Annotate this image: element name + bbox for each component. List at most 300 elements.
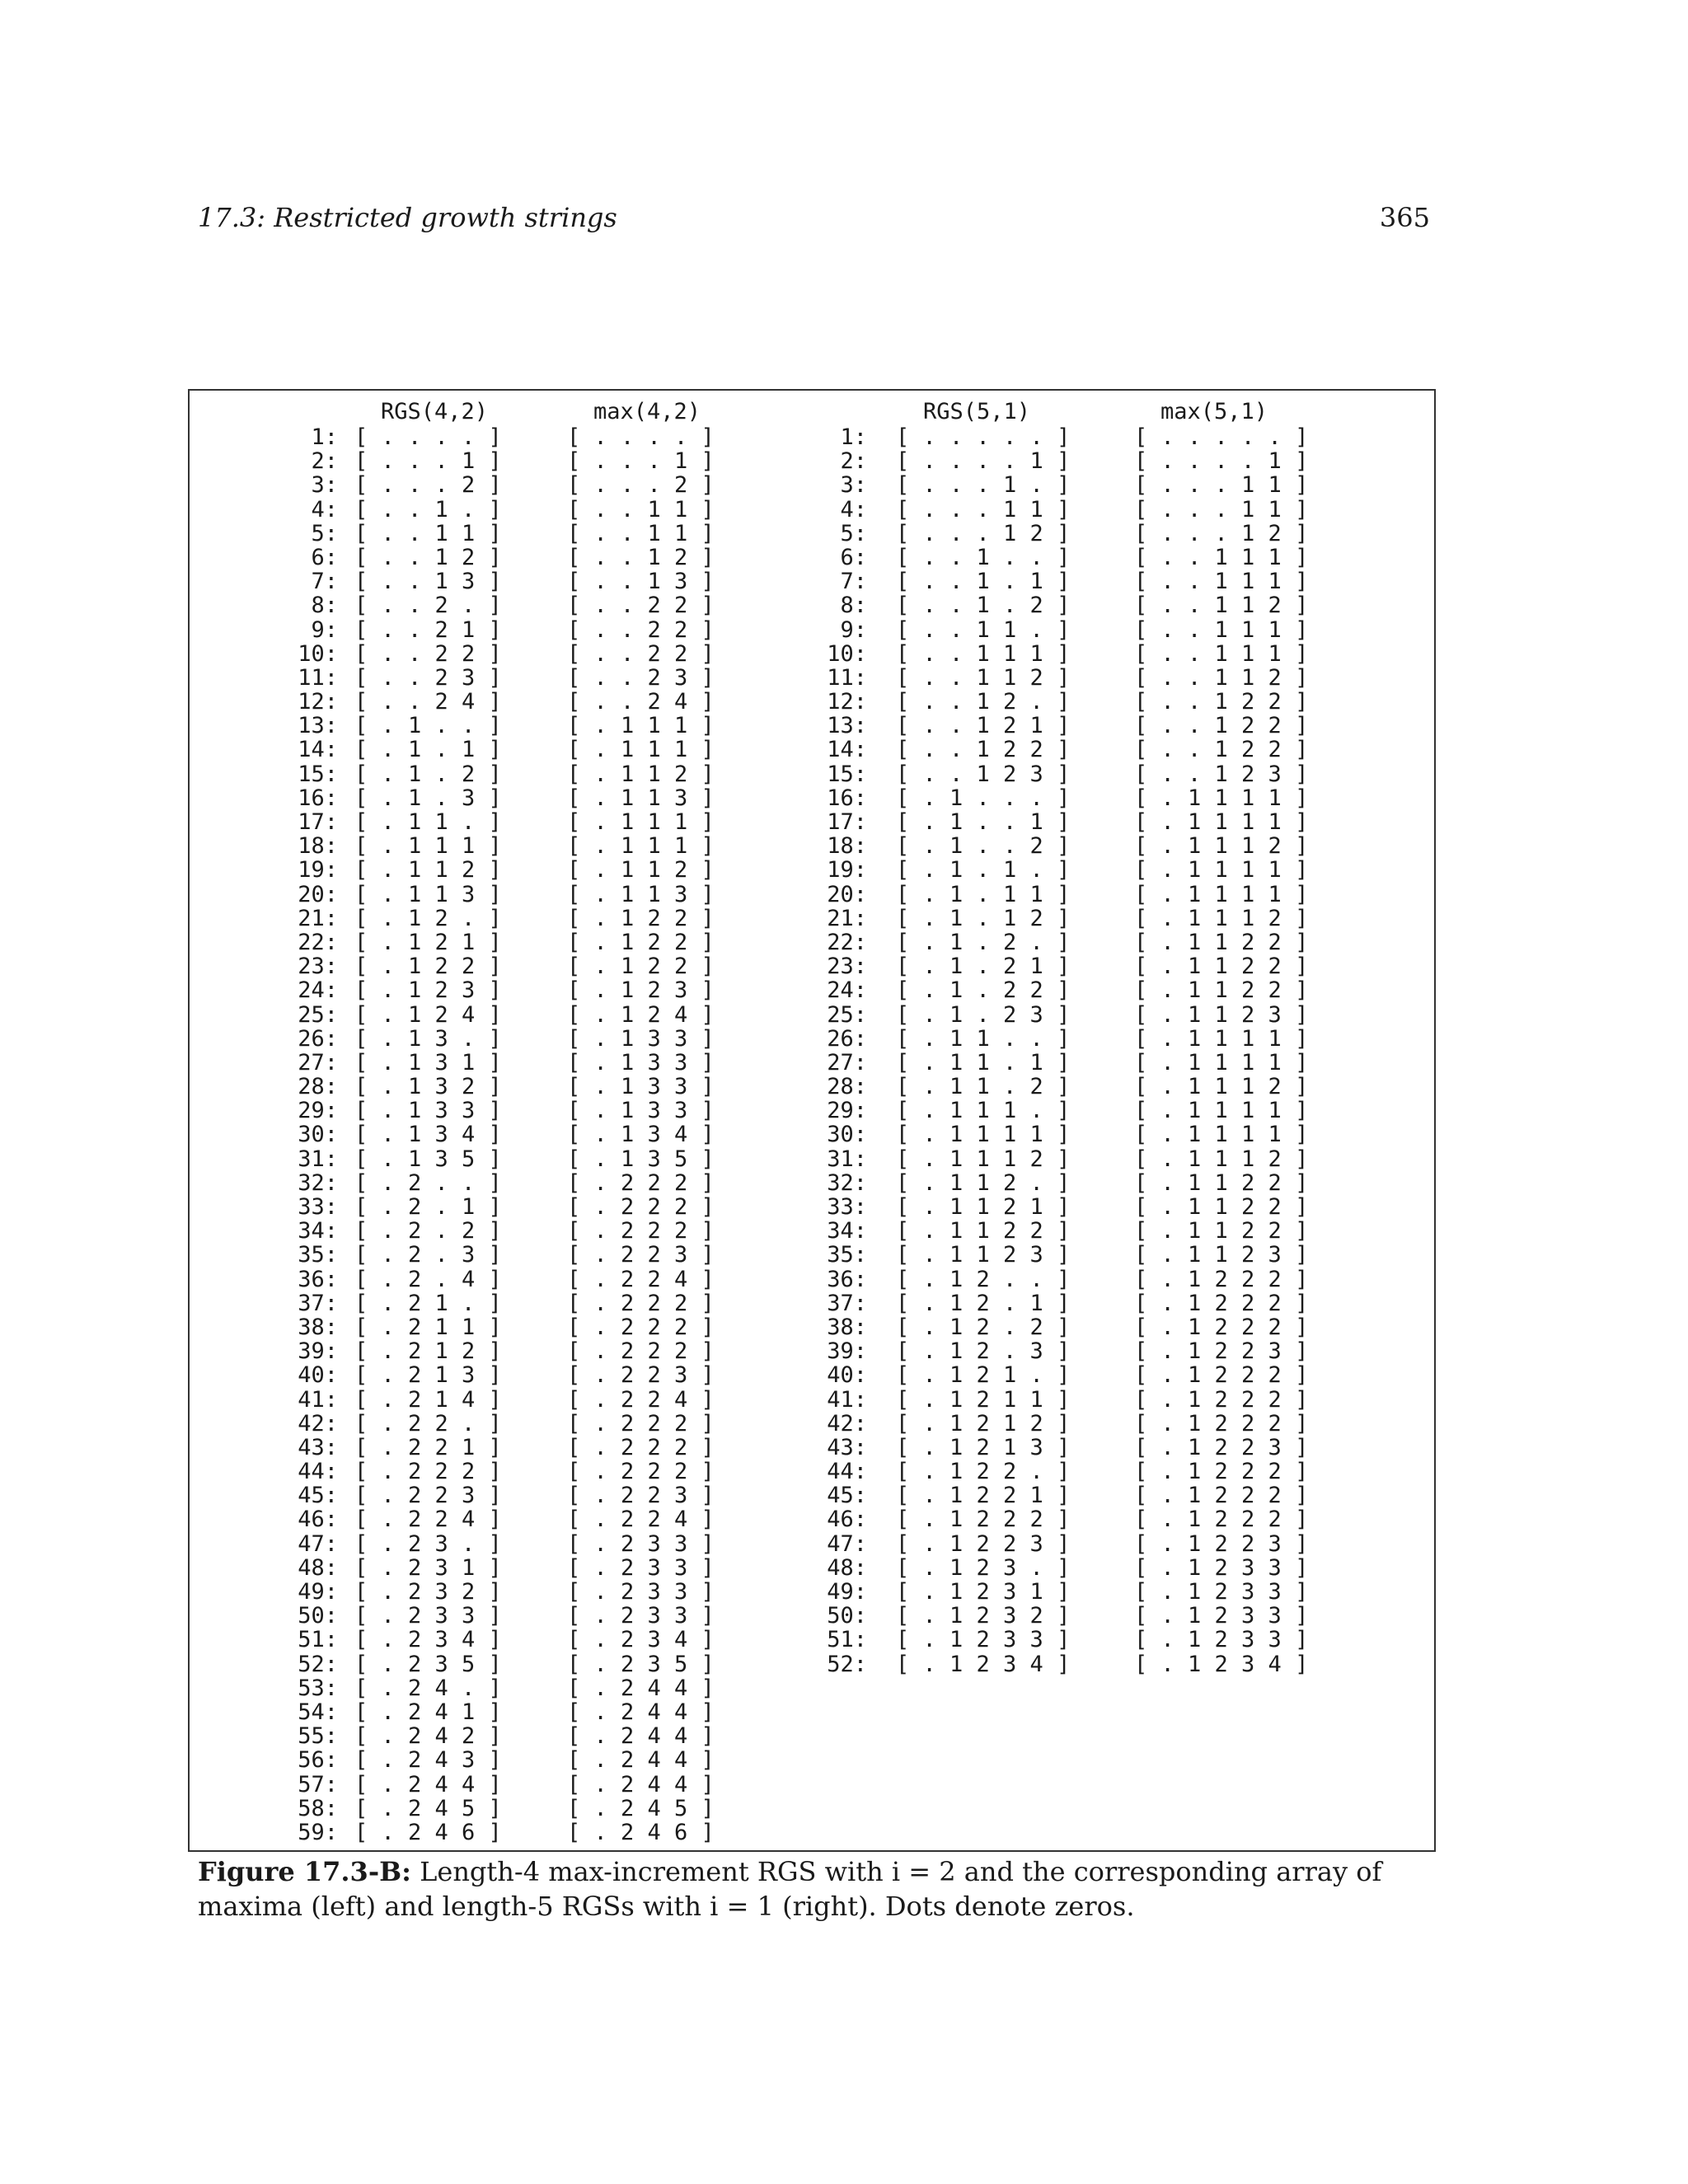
rgs-row: [ . . 2 . ] bbox=[354, 593, 502, 619]
rgs-row: [ . 1 1 2 3 ] bbox=[896, 1242, 1071, 1268]
max-row: [ . 1 2 2 2 ] bbox=[1134, 1386, 1309, 1413]
max-row: [ . 2 2 3 ] bbox=[567, 1483, 715, 1509]
rgs-row: [ . 1 2 2 . ] bbox=[896, 1459, 1071, 1485]
rgs-row: [ . 2 1 1 ] bbox=[354, 1314, 502, 1340]
rgs-row: [ . 1 . . . ] bbox=[896, 785, 1071, 811]
rgs-row: [ . 2 3 2 ] bbox=[354, 1579, 502, 1605]
column-title-max-5-1: max(5,1) bbox=[1160, 399, 1268, 424]
max-row: [ . 1 2 4 ] bbox=[567, 1001, 715, 1028]
row-index: 16: bbox=[298, 785, 338, 811]
rgs-row: [ . 1 3 1 ] bbox=[354, 1049, 502, 1076]
max-row: [ . 1 1 1 ] bbox=[567, 737, 715, 763]
rgs-row: [ . 2 4 3 ] bbox=[354, 1747, 502, 1774]
row-index: 28: bbox=[827, 1074, 867, 1100]
row-index: 30: bbox=[827, 1122, 867, 1148]
rgs-row: [ . 1 2 1 ] bbox=[354, 929, 502, 955]
max-row: [ . 2 4 4 ] bbox=[567, 1747, 715, 1774]
rgs-row: [ . 1 . 2 1 ] bbox=[896, 954, 1071, 980]
rgs-row: [ . 1 1 2 ] bbox=[354, 857, 502, 883]
rgs-row: [ . 1 1 3 ] bbox=[354, 881, 502, 907]
rgs-row: [ . . 2 1 ] bbox=[354, 616, 502, 643]
row-index: 26: bbox=[298, 1025, 338, 1052]
max-row: [ . 2 4 4 ] bbox=[567, 1699, 715, 1725]
left-max-column bbox=[567, 425, 715, 1844]
max-row: [ . 1 2 2 2 ] bbox=[1134, 1410, 1309, 1436]
max-row: [ . 1 2 2 3 ] bbox=[1134, 1338, 1309, 1365]
max-row: [ . 1 2 2 2 ] bbox=[1134, 1507, 1309, 1533]
rgs-row: [ . 1 . 1 2 ] bbox=[896, 905, 1071, 931]
row-index: 45: bbox=[298, 1483, 338, 1509]
row-index: 27: bbox=[298, 1049, 338, 1076]
row-index: 1: bbox=[311, 424, 338, 450]
max-row: [ . 1 2 3 3 ] bbox=[1134, 1603, 1309, 1629]
row-index: 12: bbox=[827, 689, 867, 715]
rgs-row: [ . 1 . 1 . ] bbox=[896, 857, 1071, 883]
rgs-row: [ . 1 . 2 . ] bbox=[896, 929, 1071, 955]
max-row: [ . 2 3 3 ] bbox=[567, 1554, 715, 1581]
rgs-row: [ . . 2 2 ] bbox=[354, 640, 502, 667]
right-max-column bbox=[1134, 425, 1308, 1676]
row-index: 51: bbox=[827, 1627, 867, 1653]
max-row: [ . 1 3 4 ] bbox=[567, 1122, 715, 1148]
figure-caption bbox=[198, 1854, 1434, 1924]
max-row: [ . 1 2 2 2 ] bbox=[1134, 1483, 1309, 1509]
max-row: [ . . 1 1 ] bbox=[567, 496, 715, 523]
row-index: 32: bbox=[827, 1169, 867, 1196]
row-index: 6: bbox=[840, 544, 867, 570]
rgs-row: [ . 2 1 . ] bbox=[354, 1290, 502, 1316]
row-index: 50: bbox=[827, 1603, 867, 1629]
max-row: [ . 2 3 4 ] bbox=[567, 1627, 715, 1653]
rgs-row: [ . 1 . . 1 ] bbox=[896, 809, 1071, 835]
max-row: [ . 2 4 4 ] bbox=[567, 1675, 715, 1701]
max-row: [ . 2 3 3 ] bbox=[567, 1579, 715, 1605]
row-index: 43: bbox=[298, 1434, 338, 1460]
max-row: [ . 1 3 3 ] bbox=[567, 1025, 715, 1052]
max-row: [ . . 1 1 ] bbox=[567, 520, 715, 546]
rgs-row: [ . 1 . 1 1 ] bbox=[896, 881, 1071, 907]
max-row: [ . . . 1 ] bbox=[567, 448, 715, 475]
max-row: [ . 1 2 2 3 ] bbox=[1134, 1530, 1309, 1557]
row-index: 31: bbox=[827, 1146, 867, 1172]
rgs-row: [ . 1 . 1 ] bbox=[354, 737, 502, 763]
row-index: 2: bbox=[311, 448, 338, 475]
rgs-row: [ . 2 4 1 ] bbox=[354, 1699, 502, 1725]
rgs-row: [ . 1 3 5 ] bbox=[354, 1146, 502, 1172]
max-row: [ . . 1 3 ] bbox=[567, 569, 715, 595]
rgs-row: [ . 1 2 3 ] bbox=[354, 977, 502, 1004]
row-index: 18: bbox=[827, 833, 867, 860]
rgs-row: [ . 2 4 2 ] bbox=[354, 1723, 502, 1750]
rgs-row: [ . 2 4 5 ] bbox=[354, 1795, 502, 1821]
row-index: 24: bbox=[298, 977, 338, 1004]
row-index: 28: bbox=[298, 1074, 338, 1100]
max-row: [ . 1 1 1 1 ] bbox=[1134, 881, 1309, 907]
row-index: 39: bbox=[298, 1338, 338, 1365]
max-row: [ . 1 1 1 1 ] bbox=[1134, 1098, 1309, 1124]
max-row: [ . 2 3 3 ] bbox=[567, 1530, 715, 1557]
row-index: 26: bbox=[827, 1025, 867, 1052]
rgs-row: [ . 1 . 2 3 ] bbox=[896, 1001, 1071, 1028]
max-row: [ . . . 1 1 ] bbox=[1134, 496, 1309, 523]
row-index: 56: bbox=[298, 1747, 338, 1774]
max-row: [ . 2 3 5 ] bbox=[567, 1651, 715, 1677]
row-index: 41: bbox=[827, 1386, 867, 1413]
row-index: 7: bbox=[311, 569, 338, 595]
max-row: [ . . 1 1 1 ] bbox=[1134, 640, 1309, 667]
rgs-row: [ . 1 1 1 1 ] bbox=[896, 1122, 1071, 1148]
row-index: 59: bbox=[298, 1819, 338, 1845]
row-index: 9: bbox=[840, 616, 867, 643]
row-index: 14: bbox=[298, 737, 338, 763]
max-row: [ . 1 1 3 ] bbox=[567, 785, 715, 811]
max-row: [ . 1 3 3 ] bbox=[567, 1074, 715, 1100]
rgs-row: [ . 1 2 . . ] bbox=[896, 1266, 1071, 1292]
rgs-row: [ . . 1 1 ] bbox=[354, 520, 502, 546]
column-title-max-4-2: max(4,2) bbox=[593, 399, 701, 424]
rgs-row: [ . 1 2 3 2 ] bbox=[896, 1603, 1071, 1629]
row-index: 34: bbox=[827, 1218, 867, 1244]
max-row: [ . 1 1 1 2 ] bbox=[1134, 833, 1309, 860]
row-index: 51: bbox=[298, 1627, 338, 1653]
max-row: [ . 2 2 3 ] bbox=[567, 1362, 715, 1389]
row-index: 32: bbox=[298, 1169, 338, 1196]
row-index: 29: bbox=[827, 1098, 867, 1124]
max-row: [ . 2 2 2 ] bbox=[567, 1194, 715, 1220]
rgs-row: [ . . 1 . . ] bbox=[896, 544, 1071, 570]
rgs-row: [ . . . 1 ] bbox=[354, 448, 502, 475]
max-row: [ . 1 3 5 ] bbox=[567, 1146, 715, 1172]
max-row: [ . 1 1 2 3 ] bbox=[1134, 1001, 1309, 1028]
left-rgs-column bbox=[354, 425, 502, 1844]
max-row: [ . 2 2 4 ] bbox=[567, 1507, 715, 1533]
max-row: [ . 2 2 2 ] bbox=[567, 1410, 715, 1436]
rgs-row: [ . 1 . . 2 ] bbox=[896, 833, 1071, 860]
row-index: 42: bbox=[298, 1410, 338, 1436]
row-index: 17: bbox=[827, 809, 867, 835]
rgs-row: [ . . 1 2 3 ] bbox=[896, 761, 1071, 787]
max-row: [ . 1 1 1 1 ] bbox=[1134, 857, 1309, 883]
max-row: [ . 1 1 1 1 ] bbox=[1134, 1025, 1309, 1052]
page-number: 365 bbox=[1379, 202, 1430, 233]
rgs-row: [ . . 2 4 ] bbox=[354, 689, 502, 715]
row-index: 5: bbox=[311, 520, 338, 546]
max-row: [ . 1 1 1 ] bbox=[567, 833, 715, 860]
max-row: [ . 2 2 4 ] bbox=[567, 1386, 715, 1413]
row-index: 20: bbox=[827, 881, 867, 907]
rgs-row: [ . 1 1 2 1 ] bbox=[896, 1194, 1071, 1220]
max-row: [ . 1 1 2 2 ] bbox=[1134, 977, 1309, 1004]
row-index: 48: bbox=[298, 1554, 338, 1581]
max-row: [ . . 1 1 1 ] bbox=[1134, 544, 1309, 570]
row-index: 1: bbox=[840, 424, 867, 450]
max-row: [ . 1 1 1 1 ] bbox=[1134, 1049, 1309, 1076]
rgs-row: [ . 2 3 . ] bbox=[354, 1530, 502, 1557]
rgs-row: [ . 1 . 2 ] bbox=[354, 761, 502, 787]
max-row: [ . 1 1 1 2 ] bbox=[1134, 1074, 1309, 1100]
rgs-row: [ . 1 3 3 ] bbox=[354, 1098, 502, 1124]
row-index: 33: bbox=[827, 1194, 867, 1220]
rgs-row: [ . . 1 1 1 ] bbox=[896, 640, 1071, 667]
rgs-row: [ . 1 1 2 . ] bbox=[896, 1169, 1071, 1196]
rgs-row: [ . 2 1 2 ] bbox=[354, 1338, 502, 1365]
max-row: [ . 1 1 1 1 ] bbox=[1134, 809, 1309, 835]
rgs-row: [ . . . 2 ] bbox=[354, 472, 502, 499]
rgs-row: [ . 1 2 3 . ] bbox=[896, 1554, 1071, 1581]
row-index: 18: bbox=[298, 833, 338, 860]
row-index: 49: bbox=[298, 1579, 338, 1605]
rgs-row: [ . . . . ] bbox=[354, 424, 502, 450]
rgs-row: [ . . 1 2 1 ] bbox=[896, 713, 1071, 739]
rgs-row: [ . . . . 1 ] bbox=[896, 448, 1071, 475]
max-row: [ . . 1 2 ] bbox=[567, 544, 715, 570]
max-row: [ . 1 2 3 ] bbox=[567, 977, 715, 1004]
row-index: 35: bbox=[827, 1242, 867, 1268]
row-index: 20: bbox=[298, 881, 338, 907]
row-index: 34: bbox=[298, 1218, 338, 1244]
row-index: 36: bbox=[298, 1266, 338, 1292]
max-row: [ . 2 2 2 ] bbox=[567, 1459, 715, 1485]
rgs-row: [ . 1 1 1 ] bbox=[354, 833, 502, 860]
rgs-row: [ . 1 1 2 2 ] bbox=[896, 1218, 1071, 1244]
row-index: 9: bbox=[311, 616, 338, 643]
row-index: 43: bbox=[827, 1434, 867, 1460]
rgs-row: [ . 1 3 4 ] bbox=[354, 1122, 502, 1148]
row-index: 22: bbox=[827, 929, 867, 955]
max-row: [ . . 2 2 ] bbox=[567, 593, 715, 619]
max-row: [ . 1 2 2 2 ] bbox=[1134, 1459, 1309, 1485]
max-row: [ . 1 1 1 ] bbox=[567, 713, 715, 739]
max-row: [ . . 1 2 2 ] bbox=[1134, 713, 1309, 739]
rgs-row: [ . 1 2 . 3 ] bbox=[896, 1338, 1071, 1365]
row-index: 46: bbox=[298, 1507, 338, 1533]
max-row: [ . 2 4 5 ] bbox=[567, 1795, 715, 1821]
rgs-row: [ . 1 2 2 2 ] bbox=[896, 1507, 1071, 1533]
right-index-column bbox=[767, 425, 867, 1676]
rgs-row: [ . 1 2 1 2 ] bbox=[896, 1410, 1071, 1436]
max-row: [ . . 2 2 ] bbox=[567, 616, 715, 643]
rgs-row: [ . 2 . 1 ] bbox=[354, 1194, 502, 1220]
row-index: 44: bbox=[298, 1459, 338, 1485]
row-index: 38: bbox=[827, 1314, 867, 1340]
row-index: 35: bbox=[298, 1242, 338, 1268]
row-index: 14: bbox=[827, 737, 867, 763]
row-index: 58: bbox=[298, 1795, 338, 1821]
rgs-row: [ . 1 2 1 . ] bbox=[896, 1362, 1071, 1389]
max-row: [ . 1 1 1 2 ] bbox=[1134, 905, 1309, 931]
rgs-row: [ . 2 3 1 ] bbox=[354, 1554, 502, 1581]
row-index: 52: bbox=[298, 1651, 338, 1677]
rgs-row: [ . 1 . . ] bbox=[354, 713, 502, 739]
max-row: [ . 1 1 1 ] bbox=[567, 809, 715, 835]
rgs-row: [ . 1 2 2 ] bbox=[354, 954, 502, 980]
row-index: 13: bbox=[298, 713, 338, 739]
row-index: 47: bbox=[827, 1530, 867, 1557]
row-index: 3: bbox=[840, 472, 867, 499]
max-row: [ . 2 2 2 ] bbox=[567, 1169, 715, 1196]
row-index: 33: bbox=[298, 1194, 338, 1220]
max-row: [ . 2 2 2 ] bbox=[567, 1314, 715, 1340]
rgs-row: [ . 2 . 4 ] bbox=[354, 1266, 502, 1292]
max-row: [ . . 1 1 1 ] bbox=[1134, 569, 1309, 595]
row-index: 19: bbox=[298, 857, 338, 883]
rgs-row: [ . 1 2 3 1 ] bbox=[896, 1579, 1071, 1605]
rgs-row: [ . . 1 . 2 ] bbox=[896, 593, 1071, 619]
max-row: [ . . 1 2 2 ] bbox=[1134, 737, 1309, 763]
row-index: 8: bbox=[840, 593, 867, 619]
column-title-rgs-5-1: RGS(5,1) bbox=[923, 399, 1031, 424]
left-index-column bbox=[231, 425, 338, 1844]
row-index: 15: bbox=[298, 761, 338, 787]
max-row: [ . 1 1 1 1 ] bbox=[1134, 785, 1309, 811]
max-row: [ . 1 2 2 ] bbox=[567, 905, 715, 931]
rgs-row: [ . . 1 2 ] bbox=[354, 544, 502, 570]
row-index: 16: bbox=[827, 785, 867, 811]
row-index: 25: bbox=[298, 1001, 338, 1028]
max-row: [ . 1 1 2 ] bbox=[567, 761, 715, 787]
row-index: 36: bbox=[827, 1266, 867, 1292]
max-row: [ . 2 4 6 ] bbox=[567, 1819, 715, 1845]
rgs-row: [ . 1 2 . 2 ] bbox=[896, 1314, 1071, 1340]
row-index: 10: bbox=[827, 640, 867, 667]
rgs-row: [ . 2 2 1 ] bbox=[354, 1434, 502, 1460]
max-row: [ . . . . . ] bbox=[1134, 424, 1309, 450]
max-row: [ . 1 2 2 2 ] bbox=[1134, 1362, 1309, 1389]
rgs-row: [ . . . 1 1 ] bbox=[896, 496, 1071, 523]
rgs-row: [ . 1 1 . ] bbox=[354, 809, 502, 835]
row-index: 49: bbox=[827, 1579, 867, 1605]
row-index: 11: bbox=[298, 664, 338, 691]
row-index: 30: bbox=[298, 1122, 338, 1148]
rgs-row: [ . 1 . 2 2 ] bbox=[896, 977, 1071, 1004]
max-row: [ . . 2 3 ] bbox=[567, 664, 715, 691]
max-row: [ . 2 3 3 ] bbox=[567, 1603, 715, 1629]
max-row: [ . 1 2 2 2 ] bbox=[1134, 1266, 1309, 1292]
max-row: [ . 1 1 2 2 ] bbox=[1134, 1194, 1309, 1220]
max-row: [ . . 2 4 ] bbox=[567, 689, 715, 715]
max-row: [ . 1 2 2 3 ] bbox=[1134, 1434, 1309, 1460]
max-row: [ . 1 1 2 2 ] bbox=[1134, 1218, 1309, 1244]
row-index: 50: bbox=[298, 1603, 338, 1629]
row-index: 21: bbox=[298, 905, 338, 931]
rgs-row: [ . 1 2 3 3 ] bbox=[896, 1627, 1071, 1653]
row-index: 4: bbox=[840, 496, 867, 523]
row-index: 47: bbox=[298, 1530, 338, 1557]
max-row: [ . 1 1 1 2 ] bbox=[1134, 1146, 1309, 1172]
rgs-row: [ . . . . . ] bbox=[896, 424, 1071, 450]
row-index: 40: bbox=[827, 1362, 867, 1389]
max-row: [ . 2 2 3 ] bbox=[567, 1242, 715, 1268]
rgs-row: [ . 2 3 5 ] bbox=[354, 1651, 502, 1677]
max-row: [ . 1 3 3 ] bbox=[567, 1098, 715, 1124]
rgs-row: [ . . 1 1 . ] bbox=[896, 616, 1071, 643]
row-index: 37: bbox=[827, 1290, 867, 1316]
rgs-row: [ . . 1 3 ] bbox=[354, 569, 502, 595]
row-index: 25: bbox=[827, 1001, 867, 1028]
rgs-row: [ . 1 . 3 ] bbox=[354, 785, 502, 811]
row-index: 10: bbox=[298, 640, 338, 667]
max-row: [ . 2 4 4 ] bbox=[567, 1723, 715, 1750]
max-row: [ . . . 1 2 ] bbox=[1134, 520, 1309, 546]
max-row: [ . 1 2 3 3 ] bbox=[1134, 1627, 1309, 1653]
max-row: [ . . 1 2 3 ] bbox=[1134, 761, 1309, 787]
rgs-row: [ . 2 2 4 ] bbox=[354, 1507, 502, 1533]
row-index: 37: bbox=[298, 1290, 338, 1316]
row-index: 53: bbox=[298, 1675, 338, 1701]
rgs-row: [ . 2 3 3 ] bbox=[354, 1603, 502, 1629]
row-index: 11: bbox=[827, 664, 867, 691]
max-row: [ . 1 1 2 2 ] bbox=[1134, 954, 1309, 980]
max-row: [ . 1 2 2 ] bbox=[567, 929, 715, 955]
row-index: 7: bbox=[840, 569, 867, 595]
max-row: [ . . 1 1 2 ] bbox=[1134, 664, 1309, 691]
rgs-row: [ . . . 1 2 ] bbox=[896, 520, 1071, 546]
caption-text: Length-4 max-increment RGS with i = 2 and the corresponding array of maxima (left) and length-5 RGSs with i = 1 (right). Dots denote zeros. bbox=[198, 1856, 1382, 1922]
rgs-row: [ . 1 2 1 3 ] bbox=[896, 1434, 1071, 1460]
row-index: 23: bbox=[827, 954, 867, 980]
max-row: [ . 2 2 2 ] bbox=[567, 1218, 715, 1244]
rgs-row: [ . 2 1 3 ] bbox=[354, 1362, 502, 1389]
caption-label: Figure 17.3-B: bbox=[198, 1856, 411, 1887]
max-row: [ . 1 2 2 2 ] bbox=[1134, 1314, 1309, 1340]
row-index: 21: bbox=[827, 905, 867, 931]
rgs-row: [ . 2 3 4 ] bbox=[354, 1627, 502, 1653]
row-index: 42: bbox=[827, 1410, 867, 1436]
rgs-row: [ . 1 1 1 . ] bbox=[896, 1098, 1071, 1124]
row-index: 45: bbox=[827, 1483, 867, 1509]
row-index: 12: bbox=[298, 689, 338, 715]
max-row: [ . . . . 1 ] bbox=[1134, 448, 1309, 475]
row-index: 19: bbox=[827, 857, 867, 883]
row-index: 6: bbox=[311, 544, 338, 570]
max-row: [ . 2 2 2 ] bbox=[567, 1434, 715, 1460]
row-index: 48: bbox=[827, 1554, 867, 1581]
max-row: [ . 1 2 3 3 ] bbox=[1134, 1579, 1309, 1605]
row-index: 54: bbox=[298, 1699, 338, 1725]
rgs-row: [ . 2 . 2 ] bbox=[354, 1218, 502, 1244]
rgs-row: [ . 1 1 . 1 ] bbox=[896, 1049, 1071, 1076]
rgs-row: [ . 1 2 3 4 ] bbox=[896, 1651, 1071, 1677]
rgs-row: [ . . . 1 . ] bbox=[896, 472, 1071, 499]
max-row: [ . . 2 2 ] bbox=[567, 640, 715, 667]
max-row: [ . 1 1 3 ] bbox=[567, 881, 715, 907]
rgs-row: [ . . 1 . ] bbox=[354, 496, 502, 523]
page-header bbox=[198, 202, 1430, 243]
max-row: [ . 1 2 2 ] bbox=[567, 954, 715, 980]
row-index: 2: bbox=[840, 448, 867, 475]
rgs-row: [ . 2 4 . ] bbox=[354, 1675, 502, 1701]
rgs-row: [ . 1 3 . ] bbox=[354, 1025, 502, 1052]
rgs-row: [ . 1 2 2 1 ] bbox=[896, 1483, 1071, 1509]
max-row: [ . . . 2 ] bbox=[567, 472, 715, 499]
max-row: [ . 2 2 4 ] bbox=[567, 1266, 715, 1292]
rgs-row: [ . 1 3 2 ] bbox=[354, 1074, 502, 1100]
max-row: [ . 2 2 2 ] bbox=[567, 1338, 715, 1365]
rgs-row: [ . 2 1 4 ] bbox=[354, 1386, 502, 1413]
row-index: 17: bbox=[298, 809, 338, 835]
rgs-row: [ . 1 2 1 1 ] bbox=[896, 1386, 1071, 1413]
row-index: 5: bbox=[840, 520, 867, 546]
max-row: [ . . . 1 1 ] bbox=[1134, 472, 1309, 499]
row-index: 22: bbox=[298, 929, 338, 955]
row-index: 38: bbox=[298, 1314, 338, 1340]
row-index: 52: bbox=[827, 1651, 867, 1677]
row-index: 4: bbox=[311, 496, 338, 523]
row-index: 23: bbox=[298, 954, 338, 980]
row-index: 31: bbox=[298, 1146, 338, 1172]
row-index: 15: bbox=[827, 761, 867, 787]
rgs-row: [ . . 2 3 ] bbox=[354, 664, 502, 691]
